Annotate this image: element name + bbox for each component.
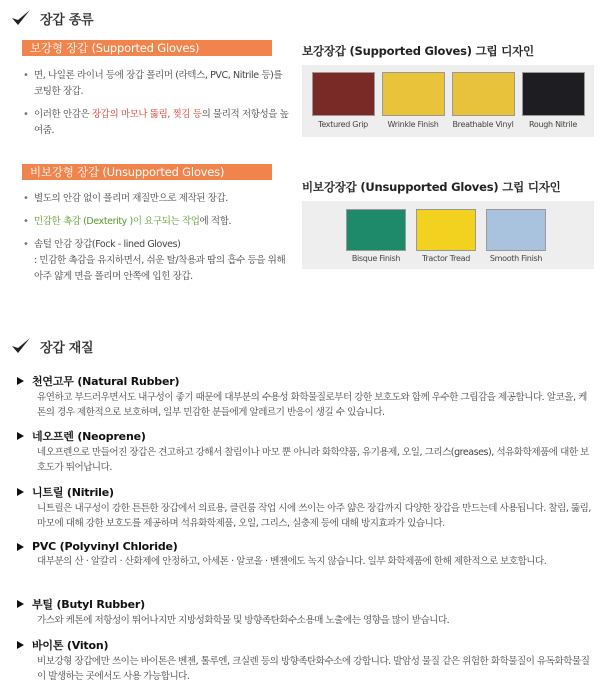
swatch-label: Tractor Tread (422, 254, 470, 263)
subnote-text: : 민감한 촉감을 유지하면서, 쉬운 탈/착용과 땀의 흡수 등을 위해 아주 얇게 면을 폴리머 안쪽에 입힌 장갑. (34, 255, 286, 282)
checkmark-icon (10, 8, 32, 28)
triangle-bullet-icon (17, 543, 24, 551)
bisque-finish-swatch (346, 209, 406, 251)
breathable-vinyl-swatch (452, 72, 515, 116)
material-name: 네오프렌 (Neoprene) (32, 430, 146, 443)
material-butyl (32, 596, 593, 628)
material-name: 니트릴 (Nitrile) (32, 486, 114, 499)
unsupported-grip-title: 비보강장갑 (Unsupported Gloves) 그립 디자인 (302, 180, 561, 194)
swatch-label: Wrinkle Finish (387, 120, 439, 129)
material-description: 비보강형 장갑에만 쓰이는 바이톤은 벤젠, 톨루엔, 크실렌 등의 방향족탄화수소에 강합니다. 발암성 물질 같은 위험한 화학물질이 유독화학물질이 발생하는 곳에서도 사용 가능합니다. (37, 656, 590, 682)
swatch-label: Textured Grip (318, 120, 368, 129)
triangle-bullet-icon (17, 432, 24, 440)
material-name: PVC (Polyvinyl Chloride) (32, 540, 178, 553)
section-title: 장갑 종류 (40, 12, 94, 28)
material-nitrile (32, 484, 593, 531)
highlight-text: 장갑의 마모나 뚫림, 찢김 등 (91, 109, 202, 120)
section-header-glove-materials (10, 336, 93, 356)
section-header-glove-types (10, 8, 93, 28)
unsupported-grip-panel (302, 201, 594, 269)
list-item: • 면, 나일론 라이너 등에 장갑 폴리머 (라텍스, PVC, Nitrile 등)를 코팅한 장갑. (22, 68, 292, 100)
highlight-text: 민감한 촉감 (Dexterity )이 요구되는 작업 (34, 216, 200, 227)
triangle-bullet-icon (17, 600, 24, 608)
rough-nitrile-swatch (522, 72, 585, 116)
list-item: • 별도의 안감 없이 폴리머 재질만으로 제작된 장갑. (22, 191, 292, 207)
material-viton (32, 637, 593, 684)
material-description: 대부분의 산 · 알칼리 · 산화제에 안정하고, 아세톤 · 알코올 · 벤젠에도 녹지 않습니다. 일부 화학제품에 한해 제한적으로 보호합니다. (37, 556, 547, 567)
material-name: 부틸 (Butyl Rubber) (32, 598, 145, 611)
triangle-bullet-icon (17, 641, 24, 649)
list-item: • 솜털 안감 장갑(Fock - lined Gloves) : 민감한 촉감을 유지하면서, 쉬운 탈/착용과 땀의 흡수 등을 위해 아주 얇게 면을 폴리머 안쪽에 입힌 장갑. (22, 237, 292, 285)
smooth-finish-swatch (486, 209, 546, 251)
section-title: 장갑 재질 (40, 340, 94, 356)
supported-gloves-bar: 보강형 장갑 (Supported Gloves) (22, 40, 272, 56)
checkmark-icon (10, 336, 32, 356)
supported-bullet-list (22, 68, 292, 146)
material-pvc (32, 540, 593, 569)
swatch-label: Bisque Finish (351, 254, 401, 263)
material-name: 천연고무 (Natural Rubber) (32, 375, 180, 388)
unsupported-gloves-bar: 비보강형 장갑 (Unsupported Gloves) (22, 164, 272, 180)
supported-grip-panel (302, 65, 594, 137)
material-description: 네오프렌으로 만들어진 장갑은 견고하고 강해서 찰림이나 마모 뿐 아니라 화학약품, 유기용제, 오일, 그리스(greases), 석유화학제품에 대한 보호도가 뛰어납니다. (37, 447, 589, 473)
triangle-bullet-icon (17, 488, 24, 496)
material-name: 바이톤 (Viton) (32, 639, 109, 652)
triangle-bullet-icon (17, 377, 24, 385)
unsupported-bullet-list (22, 191, 292, 292)
material-description: 가스와 케톤에 저항성이 뛰어나지만 지방성화학물 및 방향족탄화수소용매 노출에는 영향을 많이 받습니다. (37, 615, 450, 626)
material-description: 유연하고 부드러우면서도 내구성이 좋기 때문에 대부분의 수용성 화학물질로부터 강한 보호도와 함께 우수한 그립감을 제공합니다. 알코올, 케톤의 경우 제한적으로 보호하며, 일부 민감한 분들에게 알레르기 반응이 생길 수 있습니다. (37, 392, 587, 418)
material-natural-rubber (32, 373, 593, 420)
swatch-label: Rough Nitrile (529, 120, 577, 129)
textured-grip-swatch (312, 72, 375, 116)
list-item: • 민감한 촉감 (Dexterity )이 요구되는 작업에 적합. (22, 214, 292, 230)
swatch-label: Breathable Vinyl (452, 120, 514, 129)
tractor-tread-swatch (416, 209, 476, 251)
list-item: • 이러한 안감은 장갑의 마모나 뚫림, 찢김 등의 물리적 저항성을 높여줌. (22, 107, 292, 139)
supported-grip-title: 보강장갑 (Supported Gloves) 그립 디자인 (302, 44, 534, 58)
wrinkle-finish-swatch (382, 72, 445, 116)
material-description: 니트릴은 내구성이 강한 튼튼한 장갑에서 의료용, 클린룸 작업 시에 쓰이는 아주 얇은 장갑까지 다양한 장갑을 만드는데 사용됩니다. 찰림, 뚫림, 마모에 대해 강한 보호도를 제공하며 석유화학제품, 오일, 그리스, 실충제 등에 대해 방지효과가 있습니다. (37, 503, 591, 529)
swatch-label: Smooth Finish (489, 254, 543, 263)
material-neoprene (32, 428, 593, 475)
